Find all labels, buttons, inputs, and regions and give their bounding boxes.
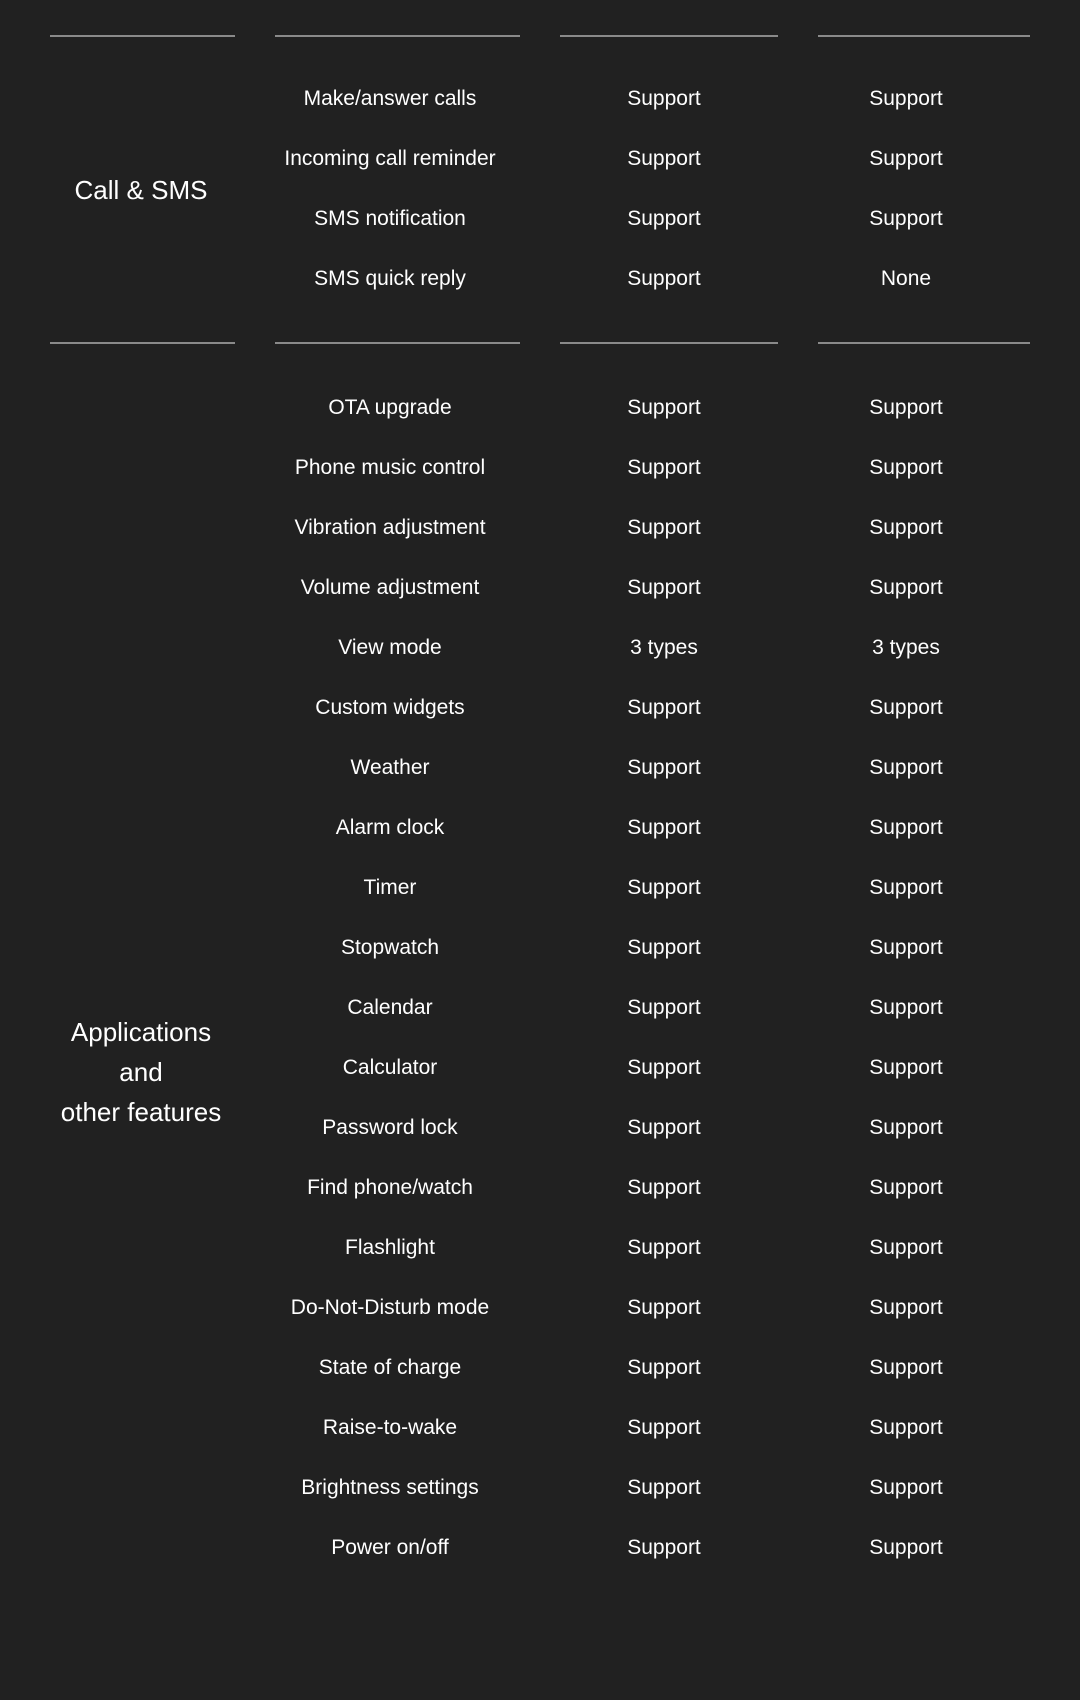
feature-label: State of charge <box>318 1356 462 1379</box>
value-model-a: Support <box>627 1236 701 1259</box>
value-model-a: Support <box>627 876 701 899</box>
value-model-a: Support <box>627 207 701 230</box>
value-model-a: Support <box>627 756 701 779</box>
value-model-a: Support <box>627 1296 701 1319</box>
feature-label: Brightness settings <box>301 1476 479 1499</box>
divider-top-col-a <box>560 35 778 37</box>
divider-mid-feature <box>275 342 520 344</box>
divider-mid-col-a <box>560 342 778 344</box>
divider-top-category <box>50 35 235 37</box>
value-model-a: Support <box>627 996 701 1019</box>
value-model-a: Support <box>627 816 701 839</box>
feature-label: Timer <box>363 876 417 899</box>
value-model-b: Support <box>869 816 943 839</box>
value-model-a: Support <box>627 396 701 419</box>
category-line: other features <box>60 1097 222 1127</box>
value-model-b: Support <box>869 876 943 899</box>
feature-label: Alarm clock <box>335 816 445 839</box>
value-model-a: Support <box>627 516 701 539</box>
value-model-b: Support <box>869 756 943 779</box>
value-model-a: Support <box>627 267 701 290</box>
value-model-a: Support <box>627 87 701 110</box>
value-model-b: Support <box>869 936 943 959</box>
value-model-b: Support <box>869 1236 943 1259</box>
value-model-a: Support <box>627 1116 701 1139</box>
value-model-a: Support <box>627 1056 701 1079</box>
value-model-a: 3 types <box>630 636 698 659</box>
value-model-b: Support <box>869 1416 943 1439</box>
divider-mid-col-b <box>818 342 1030 344</box>
feature-label: Calendar <box>347 996 433 1019</box>
value-model-b: Support <box>869 576 943 599</box>
value-model-a: Support <box>627 456 701 479</box>
value-model-a: Support <box>627 1176 701 1199</box>
feature-label: Vibration adjustment <box>294 516 486 539</box>
value-model-b: Support <box>869 1296 943 1319</box>
category-call-sms: Call & SMS <box>74 175 208 205</box>
value-model-a: Support <box>627 696 701 719</box>
value-model-a: Support <box>627 1356 701 1379</box>
value-model-a: Support <box>627 936 701 959</box>
feature-label: Find phone/watch <box>307 1176 473 1199</box>
category-line: Applications <box>70 1017 212 1047</box>
value-model-a: Support <box>627 576 701 599</box>
feature-label: Do-Not-Disturb mode <box>290 1296 490 1319</box>
value-model-b: Support <box>869 396 943 419</box>
divider-mid-category <box>50 342 235 344</box>
feature-label: Incoming call reminder <box>284 147 496 170</box>
feature-label: Make/answer calls <box>303 87 477 110</box>
value-model-b: Support <box>869 696 943 719</box>
value-model-b: Support <box>869 1056 943 1079</box>
feature-label: Password lock <box>322 1116 458 1139</box>
value-model-b: Support <box>869 516 943 539</box>
value-model-b: Support <box>869 1536 943 1559</box>
feature-label: OTA upgrade <box>328 396 452 419</box>
value-model-a: Support <box>627 1416 701 1439</box>
value-model-a: Support <box>627 1536 701 1559</box>
feature-label: View mode <box>338 636 442 659</box>
feature-label: Raise-to-wake <box>322 1416 458 1439</box>
feature-label: Custom widgets <box>315 696 465 719</box>
value-model-b: Support <box>869 456 943 479</box>
feature-label: Flashlight <box>345 1236 435 1259</box>
feature-label: SMS notification <box>314 207 466 230</box>
value-model-b: Support <box>869 1356 943 1379</box>
value-model-b: Support <box>869 1476 943 1499</box>
value-model-b: Support <box>869 1116 943 1139</box>
category-line: and <box>119 1057 163 1087</box>
value-model-a: Support <box>627 1476 701 1499</box>
feature-label: Volume adjustment <box>300 576 480 599</box>
feature-label: Phone music control <box>294 456 486 479</box>
value-model-b: Support <box>869 996 943 1019</box>
feature-label: Weather <box>350 756 430 779</box>
value-model-b: None <box>880 267 932 290</box>
feature-label: Power on/off <box>331 1536 449 1559</box>
category-applications <box>45 1012 237 1132</box>
value-model-b: Support <box>869 207 943 230</box>
value-model-b: Support <box>869 1176 943 1199</box>
feature-label: SMS quick reply <box>314 267 466 290</box>
divider-top-feature <box>275 35 520 37</box>
value-model-b: Support <box>869 87 943 110</box>
feature-label: Stopwatch <box>340 936 440 959</box>
divider-top-col-b <box>818 35 1030 37</box>
value-model-a: Support <box>627 147 701 170</box>
feature-label: Calculator <box>342 1056 438 1079</box>
value-model-b: 3 types <box>872 636 940 659</box>
value-model-b: Support <box>869 147 943 170</box>
